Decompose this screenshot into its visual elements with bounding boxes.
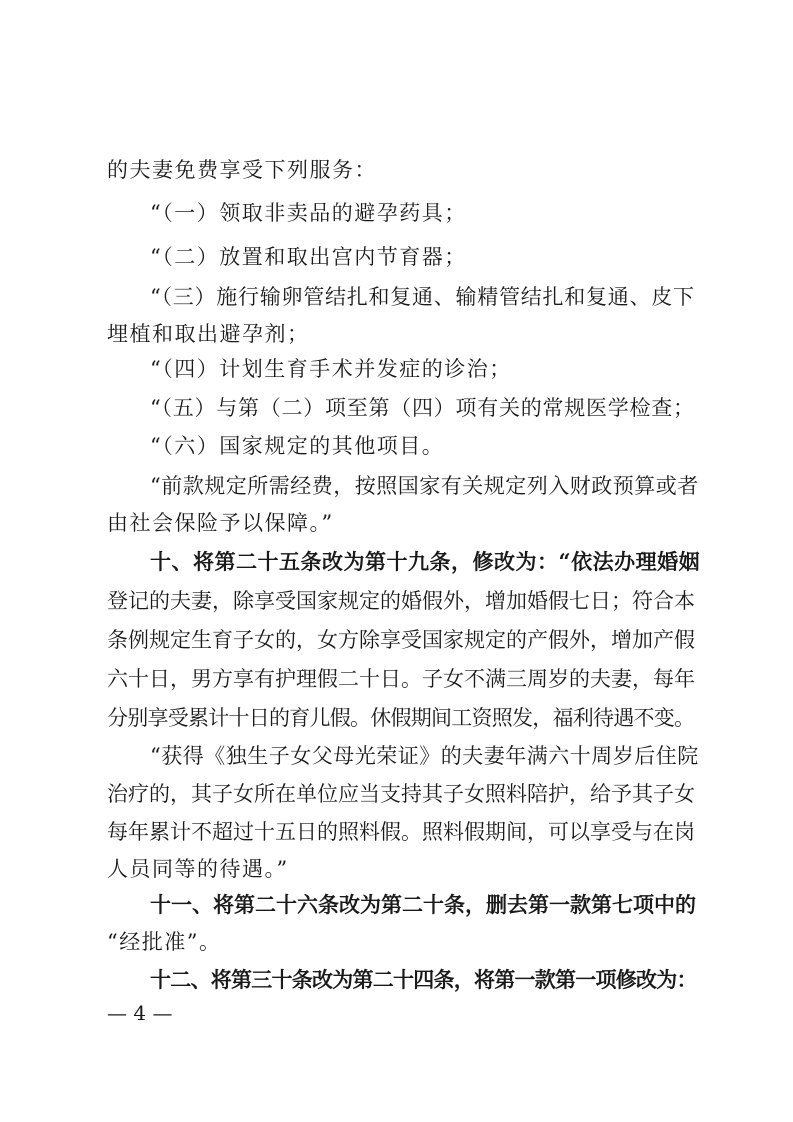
text-line: “（四）计划生育手术并发症的诊治； bbox=[150, 357, 512, 381]
text-line: “（一）领取非卖品的避孕药具； bbox=[150, 201, 467, 225]
text-line: “（三）施行输卵管结扎和复通、输精管结扎和复通、皮下 bbox=[150, 285, 695, 309]
text-line: 人员同等的待遇。” bbox=[107, 857, 289, 881]
text-line-heading: 十、将第二十五条改为第十九条，修改为：“依法办理婚姻 bbox=[150, 549, 701, 574]
text-line: 的夫妻免费享受下列服务： bbox=[107, 158, 377, 182]
text-line: “前款规定所需经费，按照国家有关规定列入财政预算或者 bbox=[150, 474, 699, 498]
text-line: 六十日，男方享有护理假二十日。子女不满三周岁的夫妻，每年 bbox=[107, 667, 695, 691]
text-line: “（五）与第（二）项至第（四）项有关的常规医学检查； bbox=[150, 396, 695, 420]
text-line: 每年累计不超过十五日的照料假。照料假期间，可以享受与在岗 bbox=[107, 820, 695, 844]
text-line: 分别享受累计十日的育儿假。休假期间工资照发，福利待遇不变。 bbox=[107, 706, 695, 730]
text-line-heading: 十二、将第三十条改为第二十四条，将第一款第一项修改为： bbox=[150, 967, 697, 992]
text-line: “（六）国家规定的其他项目。 bbox=[150, 434, 445, 458]
text-line: 由社会保险予以保障。” bbox=[107, 511, 334, 535]
page-number: — 4 — bbox=[107, 1001, 173, 1025]
text-line: 治疗的，其子女所在单位应当支持其子女照料陪护，给予其子女 bbox=[107, 782, 695, 806]
text-line: 埋植和取出避孕剂； bbox=[107, 322, 310, 346]
text-line: “（二）放置和取出宫内节育器； bbox=[150, 245, 467, 269]
text-line-heading: 十一、将第二十六条改为第二十条，删去第一款第七项中的 bbox=[150, 892, 696, 917]
text-line: 条例规定生育子女的，女方除享受国家规定的产假外，增加产假 bbox=[107, 628, 695, 652]
text-line: 登记的夫妻，除享受国家规定的婚假外，增加婚假七日；符合本 bbox=[107, 589, 695, 613]
text-line: “获得《独生子女父母光荣证》的夫妻年满六十周岁后住院 bbox=[150, 744, 699, 768]
text-line: “经批准”。 bbox=[107, 930, 222, 954]
